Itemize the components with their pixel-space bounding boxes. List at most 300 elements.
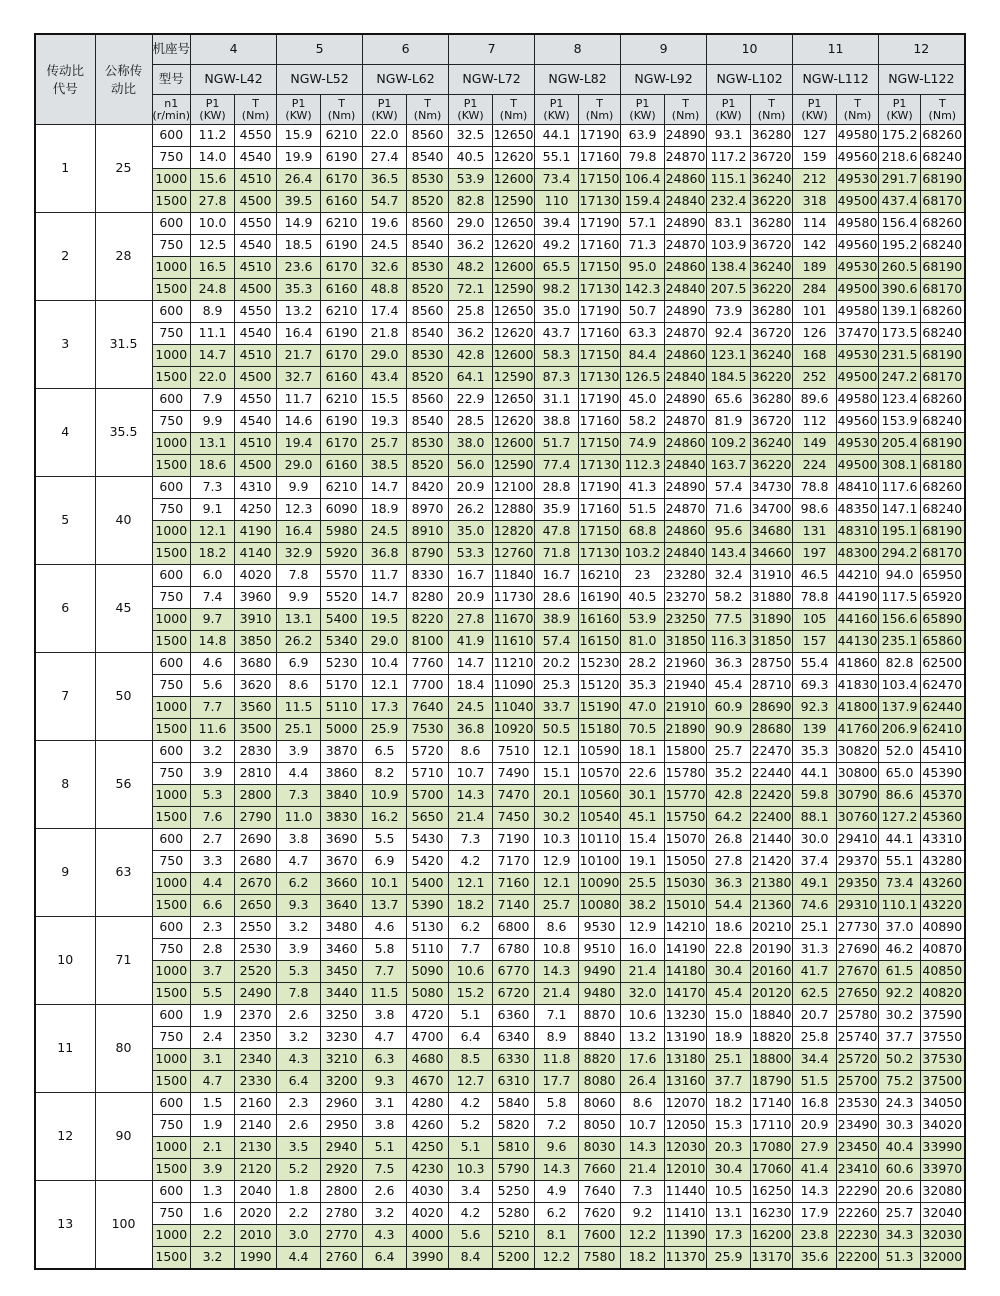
power-cell: 18.2 [707, 1093, 751, 1115]
table-row [35, 323, 965, 345]
torque-cell: 10920 [493, 719, 535, 741]
torque-cell: 36720 [751, 147, 793, 169]
power-cell: 38.5 [363, 455, 407, 477]
torque-cell: 5110 [407, 939, 449, 961]
power-cell: 42.8 [707, 785, 751, 807]
torque-cell: 15050 [665, 851, 707, 873]
power-cell: 71.6 [707, 499, 751, 521]
torque-cell: 44210 [837, 565, 879, 587]
power-cell: 2.7 [191, 829, 235, 851]
power-cell: 101 [793, 301, 837, 323]
torque-cell: 8910 [407, 521, 449, 543]
power-cell: 29.0 [363, 631, 407, 653]
power-cell: 16.7 [449, 565, 493, 587]
torque-cell: 34730 [751, 477, 793, 499]
power-cell: 24.5 [449, 697, 493, 719]
power-cell: 163.7 [707, 455, 751, 477]
torque-cell: 25700 [837, 1071, 879, 1093]
power-cell: 11.0 [277, 807, 321, 829]
torque-cell: 3850 [235, 631, 277, 653]
power-cell: 8.2 [363, 763, 407, 785]
speed-cell: 750 [152, 763, 191, 785]
torque-cell: 4550 [235, 389, 277, 411]
frame-number: 12 [879, 34, 965, 65]
power-cell: 8.9 [535, 1027, 579, 1049]
torque-cell: 30790 [837, 785, 879, 807]
torque-cell: 11210 [493, 653, 535, 675]
torque-cell: 6160 [321, 279, 363, 301]
torque-cell: 5570 [321, 565, 363, 587]
power-cell: 3.9 [277, 741, 321, 763]
p1-unit-header: P1 (KW) [535, 95, 579, 125]
torque-cell: 5280 [493, 1203, 535, 1225]
torque-cell: 12650 [493, 213, 535, 235]
power-cell: 27.8 [191, 191, 235, 213]
speed-cell: 750 [152, 1027, 191, 1049]
torque-cell: 2800 [235, 785, 277, 807]
power-cell: 11.7 [277, 389, 321, 411]
power-cell: 127.2 [879, 807, 921, 829]
torque-cell: 24870 [665, 235, 707, 257]
torque-cell: 4550 [235, 301, 277, 323]
torque-cell: 68190 [921, 433, 965, 455]
torque-cell: 2800 [321, 1181, 363, 1203]
power-cell: 12.9 [535, 851, 579, 873]
power-cell: 55.1 [879, 851, 921, 873]
power-cell: 10.6 [449, 961, 493, 983]
power-cell: 37.4 [793, 851, 837, 873]
power-cell: 17.9 [793, 1203, 837, 1225]
torque-cell: 13190 [665, 1027, 707, 1049]
power-cell: 9.2 [621, 1203, 665, 1225]
torque-cell: 8970 [407, 499, 449, 521]
torque-cell: 12760 [493, 543, 535, 565]
speed-cell: 750 [152, 499, 191, 521]
ratio-code-cell: 2 [35, 213, 95, 301]
torque-cell: 7470 [493, 785, 535, 807]
power-cell: 88.1 [793, 807, 837, 829]
power-cell: 14.7 [363, 587, 407, 609]
power-cell: 7.1 [535, 1005, 579, 1027]
torque-cell: 37530 [921, 1049, 965, 1071]
nominal-ratio-cell: 25 [95, 125, 152, 213]
power-cell: 58.2 [707, 587, 751, 609]
power-cell: 47.8 [535, 521, 579, 543]
power-cell: 44.1 [535, 125, 579, 147]
power-cell: 30.2 [535, 807, 579, 829]
torque-cell: 4700 [407, 1027, 449, 1049]
torque-cell: 4260 [407, 1115, 449, 1137]
torque-cell: 25780 [837, 1005, 879, 1027]
table-row [35, 873, 965, 895]
power-cell: 6.4 [363, 1247, 407, 1270]
power-cell: 26.2 [449, 499, 493, 521]
power-cell: 59.8 [793, 785, 837, 807]
power-cell: 5.5 [191, 983, 235, 1005]
power-cell: 31.3 [793, 939, 837, 961]
torque-cell: 3870 [321, 741, 363, 763]
torque-cell: 6780 [493, 939, 535, 961]
model-name: NGW-L62 [363, 65, 449, 95]
table-row [35, 213, 965, 235]
nominal-ratio-cell: 35.5 [95, 389, 152, 477]
torque-cell: 17190 [579, 213, 621, 235]
torque-cell: 8560 [407, 213, 449, 235]
table-row [35, 741, 965, 763]
power-cell: 18.9 [363, 499, 407, 521]
torque-cell: 36220 [751, 455, 793, 477]
torque-cell: 4310 [235, 477, 277, 499]
power-cell: 206.9 [879, 719, 921, 741]
power-cell: 3.9 [191, 763, 235, 785]
torque-cell: 7160 [493, 873, 535, 895]
power-cell: 147.1 [879, 499, 921, 521]
power-cell: 14.6 [277, 411, 321, 433]
torque-cell: 4250 [407, 1137, 449, 1159]
power-cell: 23.6 [277, 257, 321, 279]
table-row [35, 631, 965, 653]
speed-cell: 1000 [152, 433, 191, 455]
torque-cell: 68190 [921, 345, 965, 367]
torque-cell: 8330 [407, 565, 449, 587]
torque-cell: 11840 [493, 565, 535, 587]
power-cell: 29.0 [363, 345, 407, 367]
power-cell: 32.5 [449, 125, 493, 147]
nominal-ratio-cell: 63 [95, 829, 152, 917]
torque-cell: 8540 [407, 235, 449, 257]
frame-number: 4 [191, 34, 277, 65]
power-cell: 30.4 [707, 1159, 751, 1181]
power-cell: 35.6 [793, 1247, 837, 1270]
power-cell: 40.4 [879, 1137, 921, 1159]
power-cell: 32.7 [277, 367, 321, 389]
power-cell: 9.3 [363, 1071, 407, 1093]
torque-cell: 40870 [921, 939, 965, 961]
power-cell: 390.6 [879, 279, 921, 301]
table-row [35, 939, 965, 961]
torque-cell: 48350 [837, 499, 879, 521]
table-row [35, 785, 965, 807]
power-cell: 156.6 [879, 609, 921, 631]
torque-cell: 7600 [579, 1225, 621, 1247]
torque-cell: 21380 [751, 873, 793, 895]
ratio-code-cell: 13 [35, 1181, 95, 1270]
power-cell: 7.8 [277, 565, 321, 587]
power-cell: 51.3 [879, 1247, 921, 1270]
speed-cell: 1000 [152, 257, 191, 279]
table-row [35, 1225, 965, 1247]
table-row [35, 433, 965, 455]
torque-cell: 4720 [407, 1005, 449, 1027]
torque-cell: 7640 [579, 1181, 621, 1203]
torque-cell: 12600 [493, 345, 535, 367]
speed-cell: 1500 [152, 719, 191, 741]
torque-cell: 3690 [321, 829, 363, 851]
torque-cell: 6160 [321, 455, 363, 477]
torque-cell: 8560 [407, 389, 449, 411]
power-cell: 38.0 [449, 433, 493, 455]
power-cell: 36.8 [363, 543, 407, 565]
power-cell: 25.9 [707, 1247, 751, 1270]
p1-unit-header: P1 (KW) [191, 95, 235, 125]
torque-cell: 22470 [751, 741, 793, 763]
power-cell: 7.4 [191, 587, 235, 609]
power-cell: 3.2 [363, 1203, 407, 1225]
power-cell: 197 [793, 543, 837, 565]
power-cell: 195.2 [879, 235, 921, 257]
power-cell: 110 [535, 191, 579, 213]
torque-cell: 4550 [235, 125, 277, 147]
power-cell: 37.7 [879, 1027, 921, 1049]
table-row [35, 345, 965, 367]
power-cell: 5.1 [449, 1137, 493, 1159]
power-cell: 17.6 [621, 1049, 665, 1071]
torque-cell: 12620 [493, 323, 535, 345]
power-cell: 31.1 [535, 389, 579, 411]
power-cell: 51.5 [793, 1071, 837, 1093]
power-cell: 19.9 [277, 147, 321, 169]
torque-cell: 23270 [665, 587, 707, 609]
power-cell: 14.7 [363, 477, 407, 499]
gear-reducer-spec-table [34, 33, 966, 1270]
torque-cell: 36280 [751, 301, 793, 323]
torque-cell: 45390 [921, 763, 965, 785]
power-cell: 4.4 [277, 763, 321, 785]
power-cell: 2.4 [191, 1027, 235, 1049]
power-cell: 16.0 [621, 939, 665, 961]
power-cell: 20.3 [707, 1137, 751, 1159]
torque-cell: 68190 [921, 521, 965, 543]
power-cell: 291.7 [879, 169, 921, 191]
model-name: NGW-L122 [879, 65, 965, 95]
torque-cell: 8790 [407, 543, 449, 565]
power-cell: 44.1 [879, 829, 921, 851]
torque-cell: 41800 [837, 697, 879, 719]
torque-cell: 36240 [751, 169, 793, 191]
power-cell: 13.2 [621, 1027, 665, 1049]
torque-cell: 4510 [235, 345, 277, 367]
power-cell: 138.4 [707, 257, 751, 279]
nominal-ratio-cell: 71 [95, 917, 152, 1005]
torque-cell: 32030 [921, 1225, 965, 1247]
torque-cell: 36720 [751, 411, 793, 433]
torque-cell: 3440 [321, 983, 363, 1005]
torque-cell: 28710 [751, 675, 793, 697]
power-cell: 25.5 [621, 873, 665, 895]
power-cell: 21.8 [363, 323, 407, 345]
torque-cell: 17150 [579, 433, 621, 455]
power-cell: 109.2 [707, 433, 751, 455]
torque-cell: 49500 [837, 367, 879, 389]
torque-cell: 4540 [235, 323, 277, 345]
torque-cell: 23280 [665, 565, 707, 587]
torque-cell: 32040 [921, 1203, 965, 1225]
torque-cell: 8100 [407, 631, 449, 653]
torque-cell: 8540 [407, 147, 449, 169]
table-row [35, 147, 965, 169]
power-cell: 36.3 [707, 653, 751, 675]
table-row [35, 411, 965, 433]
torque-cell: 14210 [665, 917, 707, 939]
power-cell: 437.4 [879, 191, 921, 213]
torque-cell: 8060 [579, 1093, 621, 1115]
table-row [35, 301, 965, 323]
frame-number: 7 [449, 34, 535, 65]
power-cell: 35.9 [535, 499, 579, 521]
power-cell: 4.7 [277, 851, 321, 873]
power-cell: 10.9 [363, 785, 407, 807]
ratio-code-cell: 9 [35, 829, 95, 917]
torque-cell: 43310 [921, 829, 965, 851]
torque-cell: 68260 [921, 125, 965, 147]
speed-cell: 600 [152, 653, 191, 675]
power-cell: 41.3 [621, 477, 665, 499]
speed-cell: 1500 [152, 279, 191, 301]
torque-cell: 15010 [665, 895, 707, 917]
torque-cell: 15230 [579, 653, 621, 675]
torque-cell: 4230 [407, 1159, 449, 1181]
power-cell: 14.7 [191, 345, 235, 367]
torque-cell: 5130 [407, 917, 449, 939]
torque-cell: 8530 [407, 257, 449, 279]
power-cell: 22.9 [449, 389, 493, 411]
power-cell: 17.3 [363, 697, 407, 719]
torque-cell: 3860 [321, 763, 363, 785]
torque-cell: 2680 [235, 851, 277, 873]
table-row [35, 455, 965, 477]
torque-cell: 21440 [751, 829, 793, 851]
power-cell: 30.4 [707, 961, 751, 983]
power-cell: 49.2 [535, 235, 579, 257]
power-cell: 17.3 [707, 1225, 751, 1247]
speed-cell: 1500 [152, 1247, 191, 1270]
torque-cell: 28750 [751, 653, 793, 675]
torque-cell: 4540 [235, 147, 277, 169]
torque-cell: 34020 [921, 1115, 965, 1137]
power-cell: 5.1 [363, 1137, 407, 1159]
power-cell: 232.4 [707, 191, 751, 213]
torque-cell: 68190 [921, 169, 965, 191]
torque-cell: 28680 [751, 719, 793, 741]
power-cell: 24.8 [191, 279, 235, 301]
power-cell: 69.3 [793, 675, 837, 697]
power-cell: 46.2 [879, 939, 921, 961]
torque-cell: 3830 [321, 807, 363, 829]
power-cell: 86.6 [879, 785, 921, 807]
table-row [35, 675, 965, 697]
torque-cell: 15750 [665, 807, 707, 829]
torque-cell: 24870 [665, 147, 707, 169]
power-cell: 28.8 [535, 477, 579, 499]
torque-cell: 12600 [493, 433, 535, 455]
speed-cell: 1500 [152, 455, 191, 477]
power-cell: 218.6 [879, 147, 921, 169]
torque-cell: 8280 [407, 587, 449, 609]
speed-cell: 1500 [152, 1071, 191, 1093]
power-cell: 103.4 [879, 675, 921, 697]
torque-cell: 12650 [493, 125, 535, 147]
power-cell: 54.7 [363, 191, 407, 213]
torque-cell: 2530 [235, 939, 277, 961]
power-cell: 35.3 [793, 741, 837, 763]
t-unit-header: T (Nm) [921, 95, 965, 125]
table-row [35, 829, 965, 851]
power-cell: 5.6 [449, 1225, 493, 1247]
power-cell: 81.0 [621, 631, 665, 653]
torque-cell: 31850 [751, 631, 793, 653]
torque-cell: 21940 [665, 675, 707, 697]
speed-cell: 600 [152, 389, 191, 411]
power-cell: 11.8 [535, 1049, 579, 1071]
torque-cell: 2790 [235, 807, 277, 829]
torque-cell: 6210 [321, 301, 363, 323]
torque-cell: 11370 [665, 1247, 707, 1270]
torque-cell: 34700 [751, 499, 793, 521]
torque-cell: 5340 [321, 631, 363, 653]
torque-cell: 48300 [837, 543, 879, 565]
torque-cell: 62440 [921, 697, 965, 719]
power-cell: 3.0 [277, 1225, 321, 1247]
power-cell: 157 [793, 631, 837, 653]
torque-cell: 33970 [921, 1159, 965, 1181]
power-cell: 3.8 [363, 1115, 407, 1137]
torque-cell: 2140 [235, 1115, 277, 1137]
table-row [35, 609, 965, 631]
torque-cell: 7170 [493, 851, 535, 873]
torque-cell: 6160 [321, 191, 363, 213]
table-row [35, 235, 965, 257]
table-row [35, 719, 965, 741]
power-cell: 57.4 [707, 477, 751, 499]
torque-cell: 15180 [579, 719, 621, 741]
power-cell: 184.5 [707, 367, 751, 389]
ratio-code-cell: 11 [35, 1005, 95, 1093]
torque-cell: 5840 [493, 1093, 535, 1115]
torque-cell: 45370 [921, 785, 965, 807]
torque-cell: 2330 [235, 1071, 277, 1093]
power-cell: 30.1 [621, 785, 665, 807]
torque-cell: 10570 [579, 763, 621, 785]
power-cell: 153.9 [879, 411, 921, 433]
torque-cell: 7640 [407, 697, 449, 719]
torque-cell: 49580 [837, 301, 879, 323]
power-cell: 11.5 [277, 697, 321, 719]
nominal-ratio-cell: 45 [95, 565, 152, 653]
power-cell: 4.7 [363, 1027, 407, 1049]
torque-cell: 2940 [321, 1137, 363, 1159]
power-cell: 4.6 [191, 653, 235, 675]
torque-cell: 3670 [321, 851, 363, 873]
power-cell: 8.6 [535, 917, 579, 939]
power-cell: 51.7 [535, 433, 579, 455]
power-cell: 73.4 [879, 873, 921, 895]
torque-cell: 24840 [665, 191, 707, 213]
power-cell: 32.9 [277, 543, 321, 565]
torque-cell: 68260 [921, 301, 965, 323]
power-cell: 126.5 [621, 367, 665, 389]
power-cell: 18.2 [449, 895, 493, 917]
torque-cell: 4190 [235, 521, 277, 543]
power-cell: 22.0 [191, 367, 235, 389]
torque-cell: 7580 [579, 1247, 621, 1270]
power-cell: 16.7 [535, 565, 579, 587]
torque-cell: 4500 [235, 367, 277, 389]
torque-cell: 4540 [235, 235, 277, 257]
power-cell: 25.1 [277, 719, 321, 741]
power-cell: 8.6 [449, 741, 493, 763]
power-cell: 55.1 [535, 147, 579, 169]
power-cell: 7.9 [191, 389, 235, 411]
